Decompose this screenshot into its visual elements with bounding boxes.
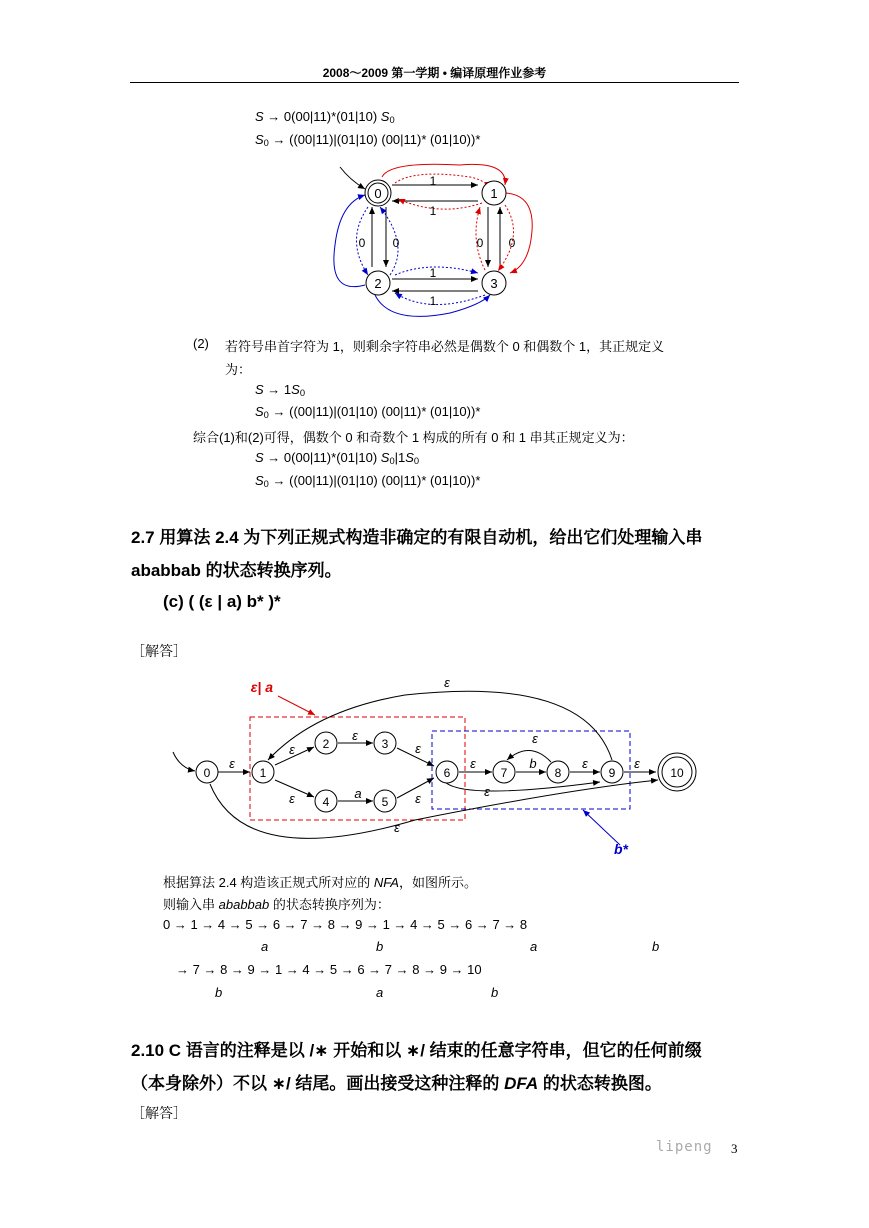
header-rule (130, 82, 739, 83)
edge-label: ε (484, 784, 490, 799)
nfa-state-label: 3 (381, 737, 389, 751)
paragraph: 若符号串首字符为 1，则剩余字符串必然是偶数个 0 和偶数个 1，其正规定义 (225, 339, 665, 354)
nfa-state-label: 9 (608, 766, 616, 780)
nfa-state-label: 5 (381, 795, 389, 809)
state-3-label: 3 (490, 276, 498, 291)
edge-label: 1 (429, 294, 437, 308)
edge-label: ε (444, 675, 450, 690)
box-label-b-star: b* (614, 841, 628, 857)
edge-label: 0 (508, 236, 516, 250)
nfa-state-label: 7 (500, 766, 508, 780)
regex-line: S → 0(00|11)*(01|10) $S_0$ (255, 109, 395, 125)
nfa-state-label: 6 (443, 766, 451, 780)
regex-line: $S_0 \to ((00|11)|(01|10)$ (00|11)* (01|10))* (255, 404, 481, 420)
edge-label: 1 (429, 266, 437, 280)
sequence-line: 0 → 1 → 4 → 5 → 6 → 7 → 8 → 9 → 1 → 4 → 5 → 6 → 7 → 8 (163, 917, 528, 932)
sequence-symbol: b (652, 939, 660, 954)
nfa-diagram (165, 670, 710, 860)
sequence-symbol: b (376, 939, 384, 954)
state-2-label: 2 (374, 276, 382, 291)
state-1-label: 1 (490, 186, 498, 201)
nfa-state-label: 1 (259, 766, 267, 780)
regex-line: $S \to 1S_0$ (255, 382, 306, 398)
sequence-symbol: a (530, 939, 538, 954)
answer-label: ［解答］ (131, 1105, 187, 1121)
sequence-line: → 7 → 8 → 9 → 1 → 4 → 5 → 6 → 7 → 8 → 9 → 10 (176, 962, 482, 977)
edge-label: ε (470, 756, 476, 771)
nfa-state-label: 4 (322, 795, 330, 809)
edge-label: 0 (392, 236, 400, 250)
edge-label: 0 (476, 236, 484, 250)
edge-label: ε (582, 756, 588, 771)
question-heading: 2.7 用算法 2.4 为下列正规式构造非确定的有限自动机，给出它们处理输入串 (131, 528, 703, 547)
edge-label: ε (634, 756, 640, 771)
box-label-eps-a: ε| a (250, 679, 273, 695)
edge-label: ε (415, 741, 421, 756)
state-0-label: 0 (374, 186, 382, 201)
edge-label: 0 (358, 236, 366, 250)
edge-label: ε (532, 731, 538, 746)
paragraph: 为： (225, 362, 252, 377)
paragraph: 综合(1)和(2)可得，偶数个 0 和奇数个 1 构成的所有 0 和 1 串其正规定义为： (193, 430, 634, 445)
edge-label: ε (289, 791, 295, 806)
dfa-diagram (320, 155, 550, 330)
edge-label: a (354, 786, 362, 801)
paragraph: 则输入串 ababbab 的状态转换序列为： (163, 897, 390, 912)
question-heading: 2.10 C 语言的注释是以 /∗ 开始和以 ∗/ 结束的任意字符串，但它的任何前缀 (131, 1041, 702, 1060)
item-number: (2) (193, 336, 209, 351)
question-heading: （本身除外）不以 ∗/ 结尾。画出接受这种注释的 DFA 的状态转换图。 (131, 1074, 662, 1093)
answer-label: ［解答］ (131, 643, 187, 659)
edge-label: b (529, 756, 537, 771)
sequence-symbol: a (261, 939, 269, 954)
nfa-state-label: 10 (670, 766, 684, 780)
question-heading: ababbab 的状态转换序列。 (131, 561, 342, 580)
page-number: 3 (731, 1141, 738, 1156)
edge-label: ε (415, 791, 421, 806)
regex-line: S → 0(00|11)*(01|10) $S_0|1S_0$ (255, 450, 420, 466)
edge-label: ε (352, 728, 358, 743)
page-header: 2008～2009 第一学期 • 编译原理作业参考 (322, 66, 547, 80)
sequence-symbol: a (376, 985, 384, 1000)
footer-author: lipeng (656, 1139, 713, 1155)
edge-label: 1 (429, 204, 437, 218)
sequence-symbol: b (491, 985, 499, 1000)
sequence-symbol: b (215, 985, 223, 1000)
regex-line: $S_0 \to ((00|11)|(01|10)$ (00|11)* (01|10))* (255, 132, 481, 148)
edge-label: ε (229, 756, 235, 771)
edge-label: ε (394, 820, 400, 835)
nfa-state-label: 0 (203, 766, 211, 780)
paragraph: 根据算法 2.4 构造该正规式所对应的 NFA，如图所示。 (163, 875, 477, 890)
regex-line: $S_0 \to ((00|11)|(01|10)$ (00|11)* (01|10))* (255, 473, 481, 489)
edge-label: ε (289, 742, 295, 757)
edge-label: 1 (429, 174, 437, 188)
sub-question: (c) ( (ε | a) b* )* (163, 592, 281, 611)
nfa-state-label: 2 (322, 737, 330, 751)
nfa-state-label: 8 (554, 766, 562, 780)
